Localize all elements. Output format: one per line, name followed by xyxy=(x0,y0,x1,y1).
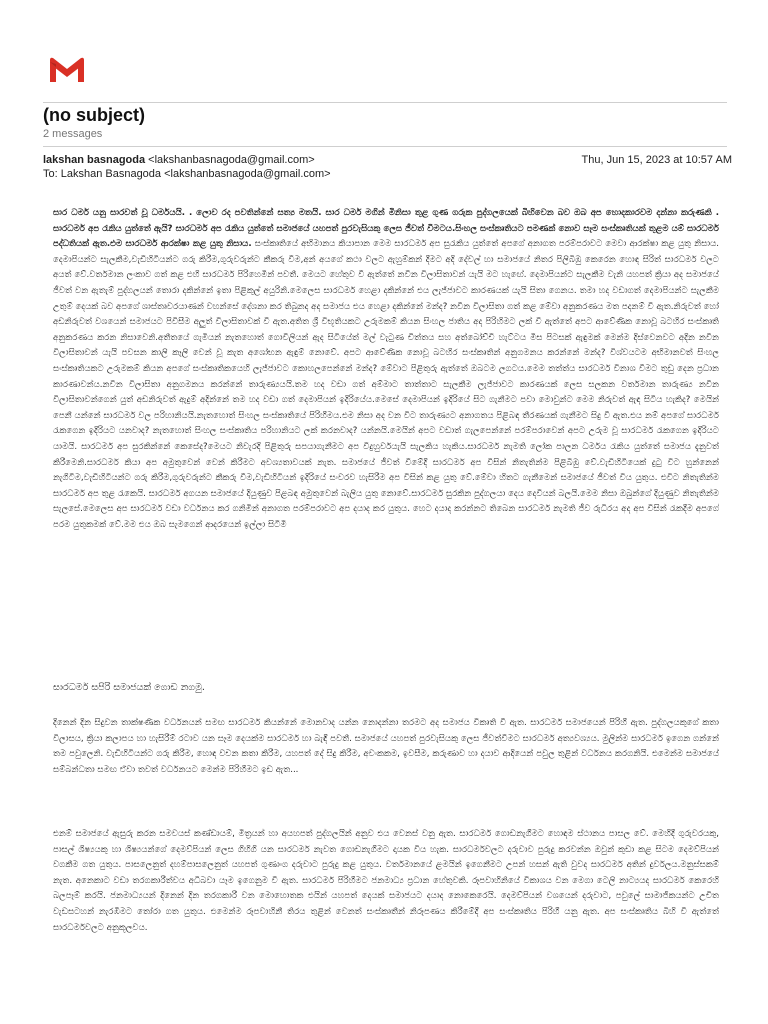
subject-divider xyxy=(43,146,727,147)
message-count: 2 messages xyxy=(43,128,103,140)
section-heading: සාරධර්ම සපිරි සමාජයක් ගොඩ නගමු. xyxy=(53,682,205,693)
body-paragraph-1 xyxy=(53,206,719,752)
body-paragraph-2: දිනෙන් දින සිදුවන තාක්ෂණික වර්ධනයන් සමඟ සාරධර්ම කියන්නේ මොනවාද යන්න නොදන්නා තරමට අද සමාජය විකෘති වී ඇත. සාරධර්ම සමාජයෙන් පිරිහී ඇත. පුද්ගලයකුගේ කතා විලාසය, ක්‍රියා කලාපය හා හැසිරීම් රටාව යන සෑම දෙයක්ම සාරධර්ම හා බැඳී පවතී. සමාජයේ යහපත් පුරවැසියකු ලෙස ජීවත්වීමට සාරධර්ම අත්‍යවශ්‍යය. මුලින්ම සාරධර්ම ඉගෙන ගන්නේ තම පවුලෙනි. වැඩිහිටියන්ට ගරු කිරීම, හොඳ වචන කතා කිරීම, යහපත් දේ සිදු කිරීම, අවංකකම, ඉවසීම, කරුණාව හා දයාව ආදියෙන් පවුල තුළින් වර්ධනය කරගනියි. එමෙන්ම සමාජයේ සම්බන්ධතා සමඟ ඒවා තවත් වර්ධනයට මෙන්ම පිරිහීමට ඉඩ ඇත... xyxy=(53,718,719,775)
email-subject: (no subject) xyxy=(43,105,145,125)
sender-line xyxy=(43,154,315,166)
recipient-line: To: Lakshan Basnagoda <lakshanbasnagoda@gmail.com> xyxy=(43,168,331,180)
body-paragraph-3: එනම් සමාජයේ ඇසුරු කරන සමවයස් කණ්ඩායම්, මිත්‍රයන් හා අයහපත් පුද්ගලයින් අනුව එය වෙනස් වනු ඇත. සාරධර්ම ගොඩනැගීමට හොඳම ස්ථානය පාසල වේ. මෙහිදී ගුරුවරයකු, පාසල් ශිෂ්‍යයකු හා ශිෂ්‍යයන්ගේ දෙමව්පියන් ලෙස ගිහිගි යන සාරධර්ම නැවත ගොඩනැගීමට දායක විය හැක. සාරධර්මවලට දරුවාව පුරුදු කරවන්න ඔවුන් කුඩා කළ සිටම දෙමව්පියන් වගකීම ගත යුතුය. පාසලෙනුත් දහම්පාසලෙනුත් යහපත් ගුණාංග දරුවාට පුරුදු කළ යුතුය. වර්තමානයේ ළමයින් ඉගෙනීමට උපන් හසන් ඇති වුවද සාරධර්ම අතින් දුර්වලය.මනුස්සකම් නැත. අනෙකාට වඩා තරගකාරීත්වය අධිබවා යෑම ඉගෙනුම වී ඇත. සාරධර්ම පිරිහීමට ජනමාධ්‍ය ප්‍රධාන හේතුවකි. රූපවාහිනියේ විකාශය වන මෙගා ටෙලි නාට්‍යයද සාරධර්ම කෙරෙහි බලපෑම් කරයි. ජනමාධ්‍යයන් දිනෙන් දින තරගකාරී වන මොහොතක එයින් යහපත් දෙයක් සමාජයට දයාද නොකෙරෙයි. දෙමව්පියන් වශයෙන් දරුවාට, පවුලේ සාමාජිකයන්ට උචිත වැඩසටහන් නැරඹීමට තෝරා ගත යුතුය. එමෙන්ම රූපවාහිනී තිරය තුළින් වෙනත් සංස්කෘතීන් නිරූපණය කිරීමේදී අප සංස්කෘතිය පිරිහී යනු ඇත. අප සංස්කෘතිය බිහි වී ඇත්තේ සාරධර්මවලට අනුකූලවය. xyxy=(53,829,719,933)
sender-email[interactable]: <lakshanbasnagoda@gmail.com> xyxy=(148,154,315,166)
paragraph-intro: සාර ධර්ම යනු සාරවත් වූ ධර්මයයි. . ලොව රද පවතින්නේ සත්‍ය මතයි. සාර ධර්ම මගින් මිනිසා තුළ ගුණ ගරුක පුද්ගලයෙක් බිහිවෙන බව ඔබ අප හොදකාරවම දන්නා කරුණකි . සාරධර්ම අප රැකිය යුත්තේ ඇයි? සාරධර්ම අප රැකිය යුත්තේ සමාජයේ යහපත් පුරවැසියකු ලෙස ජීවත් වීමටය.සිංහල සංස්කෘතියට පමණක් නොව සෑම සංස්කෘතියක් තුළම යම් සාරධර්ම පද්ධතියක් ඇත.එම සාරධර්ම ආරක්ෂා කළ යුතු නිසාය. xyxy=(53,208,719,250)
paragraph-body: සංස්කෘතියේ අභිමානය කියාපාන මෙම සාරධර්ම අප සුරැකිය යුත්තේ අපගේ අනාගත පරම්පරාවට මෙවා ආරක්ෂා කළ යුතු නිසාය. දෙමාපියන්ට සැලකීම,වැඩිහිටියන්ට ගරු කිරීම,ගුරුවරුන්ට කීකරු වීම,අන් අයගේ කථා වලට ඇහුම්කන් දීමට අදි දේවල් හා සමාජයේ නිතර පිලිබිඹු කෙරෙන හොඳ සිරිත් සාරධර්ම වලට අයත් වේ.වර්තමාන ලංකාව ගත් කළ එහි සාරධර්ම පිරිහෙමින් පවතී. මෙයට හේතුව වී ඇත්තේ නවීන විලාසිතාවන් යැයි මට හැඟේ. දෙමාපියන්ට සැලකීම වැනි යහපත් ක්‍රියා අද සමාජයේ ජීවත් වන ඇතැම් පුද්ගලයන් තොරා දකින්නේ ඉතා පිළිකුල් අයුරිනි.මෙලෙස සාරධර්ම හෙළා දකින්නේ එය ලැජ්ජාවට කාරණයක් යැයි සිතා ගෙනය. තමා හද වඩාගත් දෙමාපියන්ට සැලකීම උතුම් දෙයක් බව අපගේ ශාස්තෘවරයාණන් වහන්සේ දේශනා කර තිබුනද අද සමාජය එය හෙළා දකින්නේ මන්ද? නවීන විලාසිතා ගත් කළ මේවා අනුකරණය මත පදනම් වී ඇත.නිරුවත් හෝ අඩනිරුවත් වශයෙන් සමාජයට පිවිසීම අලුත් විලාසිතාවක් වී ඇත.අතිත ශ්‍රී විභූතියකට උරුමකම් කියන සිංහල ජාතිය අද පිරිහිමට ලක් වී ඇත්තේ අපට ආවේණික නොවූ බටහිර සංස්කෘති අනුකරණය කරන නිසාවෙනි.අතීතයේ ගැමියන් නැතහොත් ගොවීලියන් ඇද සිටියේත් මල් වැටුණ චිත්තය සහ අත්බෝච්චි හැට්ටය මිස පිටසක් ඇඳුමක් මෙන්ම දිස්වෙනවට අදින නවීන විලාසිතාවන් යැයි පවසන කාලි කෑලි වෙන් වූ කැත අශෝභන ඇඳුම් නොවේ. අපට ආවේණික නොවූ බටහිර සංස්කෘතින් අනුගමනය කරන්නේ මන්ද? විශ්වයටම අභිමානවත් සිංහල සංස්කෘතියකට උරුමකම් කියන අපගේ සංස්කෘතිකයෙහි ලැජ්ජාවට කොහලපෙන්නේ මන්ද? මේවාට පිළිතුරු ඇත්තේ ඔබටම ලගටය.මෙම තත්ත්ය සාරධර්ම විනාශ වීමට තුඩු දෙන ප්‍රධාන කාරණාවන්ය.නවීන විලාසිතා අනුගමනය කරන්නේ තාරුණ්‍යයයි.තම හද වඩා ගත් අම්මාට තාත්තාට සැලකීම ලැජ්ජාවට කාරණයක් ලෙස සලකන වර්තමාන තාරුණ්‍ය නවීන විලාසිතාවන්ගෙන් යුත් අඩනිරුවත් ඇදුම් අදින්නේ තම හද වඩා ගත් දෙමාපියන් ඉදිරියේය.මෙසේ දෙමාපියන් ඉදිරියේ සිට ගැනීමට පවා මොවුන්ට මෙම නිරුවත් ඇඳ සිටිය හැකිද? මෙයින් පෙනී යන්නේ සාරධර්ම වල පරිහානියයි.නැතහොත් සිංහල සංස්කෘතියේ පිරිහීමය.එම නිසා අද වන විට තාරුණ්‍යට අනාගතය පිළිබඳ තීරණයක් ගැනීමට සිදු වී ඇත.එය නම් අපගේ සාරධර්ම රැකගෙන ඉදිරියට යනවාද? නැතහොත් සිංහල සංස්කෘතිය පරිහානියට ලක් කරනවාද? යන්නයි.මෙයින් අපට වඩාත් ගැලපෙන්නේ පරම්පරාවෙන් අපට උරුම වූ සාරධර්ම රැකගෙන ඉදිරියට යාමයි. සාරධර්ම අප සුරකින්නේ කෙසේද?මෙයට නිවැරදි පිළිතුරු සපයාගැනීමට අප විදුහුර්වයැයි සැලකිය හැකිය.සාරධර්ම නැමති ලෝක පාලන ධර්මය රැකිය යුත්තේ සමාජය දැනුවත් කිරීමෙනි.සාරධර්ම කියා අප අමුතුවෙන් වෙන් කිරීමට අවශ්‍යතාවයක් නැත. සමාජයේ ජීවත් වීමේදී සාරධර්ම අප විසින් නිතැතින්ම පිළිබිඹු වේ.වැඩිහිටියෙක් දුටු විට හුන්නෙන් නැගිටීම,වැඩිහිටියන්ට ගරු කිරීම,ගුරුවරුන්ට කීකරු වීම,වැඩිහිටියන් ඉදිරියේ සංවරව හැසිරීම අප විසින් කළ යුතු වේ.මේවා හිතට ගැනීමෙන් සමාජයේ ජීවත් විය යුතුය. එවිට නිතැතින්ම සාරධර්ම අප තුළ රැකෙයි. සාරධර්ම අගයන සමාජයේ දියුණුව පිළබඳ අමුතුවෙන් බැලිය යුතු නොවේ.සාරධර්ම සුරකින පුද්ගලයා දෙය දෙවියන් බලයි.මෙම නිසා ඔබුන්ගේ දියුණුව නිතැතින්ම සැලසේ.මෙලෙස අප සාරධර්ම වඩා වර්ධනය කර ගනිමින් අනාගත පරම්පරාවට අප දයාද කර යුතුය. හෙට දයාද කරන්නට තිබෙන සාරධර්ම නැමති ජීව රුධිරය අද අප විසින් රැකදීම අපගේ පරම යුතුකමක් වේ.මම එය ඔබ සැමගෙන් ආදරයෙන් ඉල්ලා සිටිමි xyxy=(53,239,719,530)
header-divider xyxy=(43,102,727,103)
email-date: Thu, Jun 15, 2023 at 10:57 AM xyxy=(581,154,732,166)
sender-name: lakshan basnagoda xyxy=(43,154,146,166)
gmail-logo xyxy=(48,56,86,84)
